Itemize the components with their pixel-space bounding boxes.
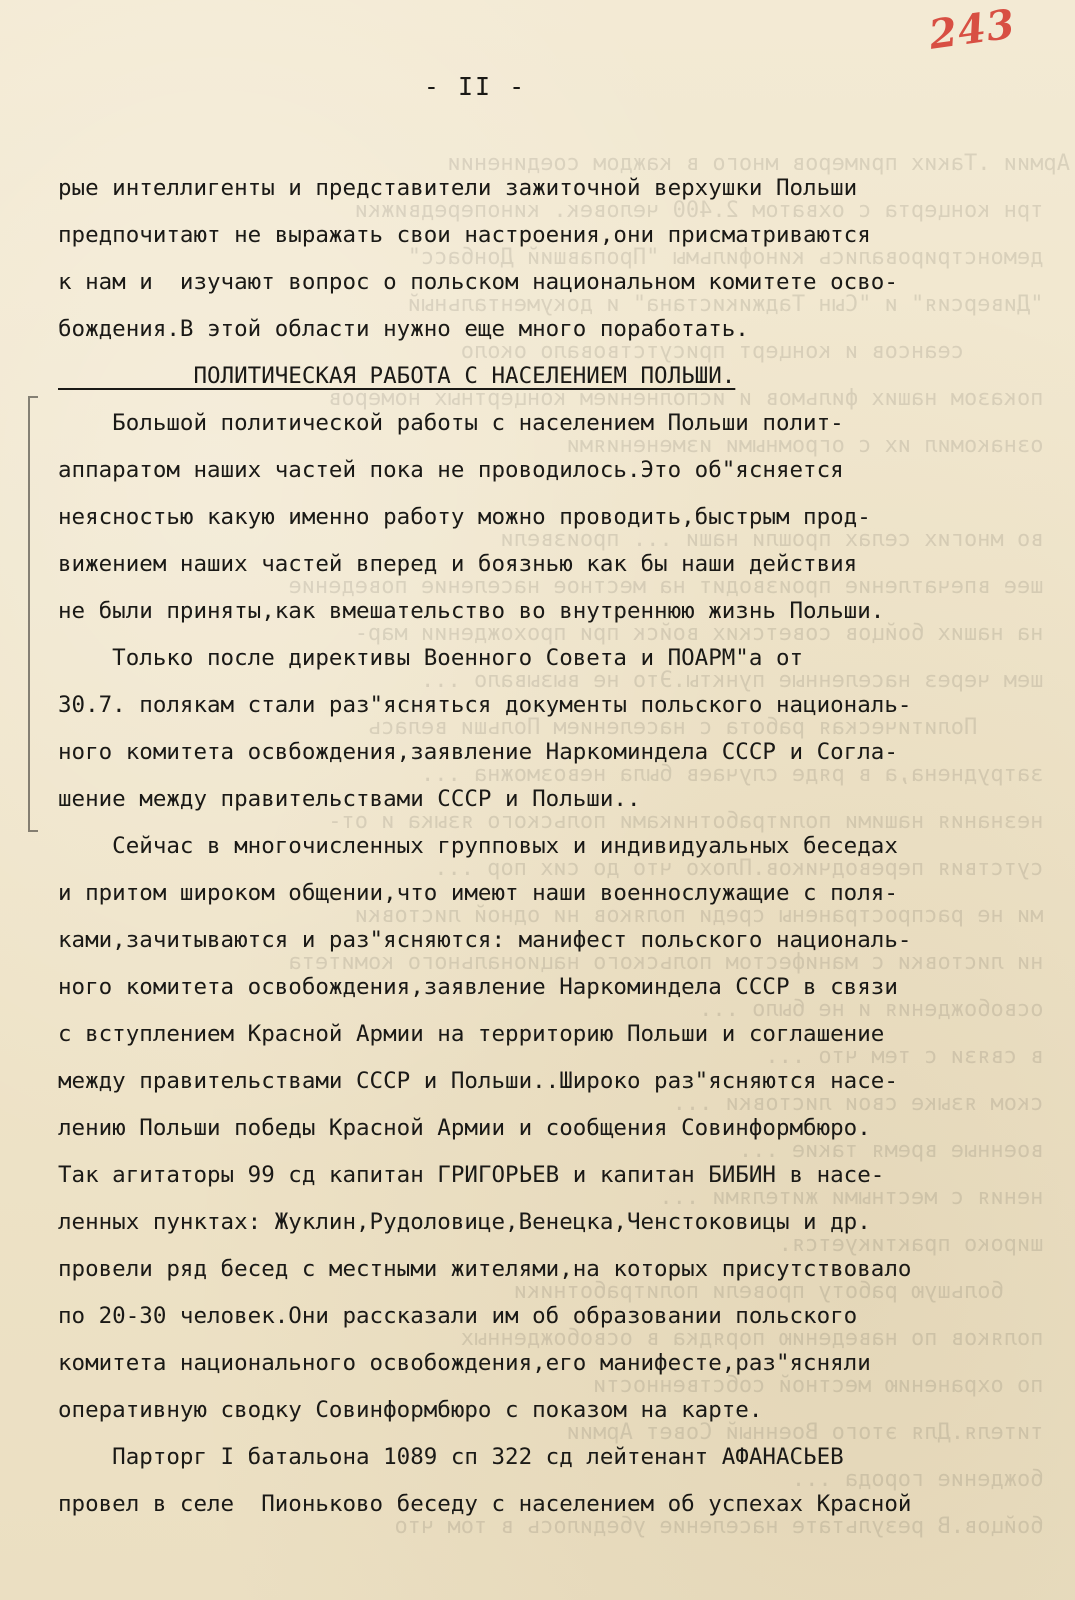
text-line: лению Польши победы Красной Армии и сообщения Совинформбюро. bbox=[58, 1115, 871, 1141]
text-line: комитета национального освобождения,его манифесте,раз"ясняли bbox=[58, 1350, 871, 1376]
text-line: вижением наших частей вперед и боязнью как бы наши действия bbox=[58, 551, 858, 577]
text-line: провели ряд бесед с местными жителями,на которых присутствовало bbox=[58, 1256, 912, 1282]
margin-bracket-mark bbox=[28, 396, 42, 832]
text-line: ного комитета освобождения,заявление Наркоминдела СССР в связи bbox=[58, 974, 898, 1000]
page-number: - II - bbox=[423, 72, 527, 101]
text-line: Только после директивы Военного Совета и ПОАРМ"а от bbox=[58, 645, 804, 671]
archive-page-number: 243 bbox=[925, 0, 1018, 59]
text-line: к нам и изучают вопрос о польском национальном комитете осво- bbox=[58, 269, 898, 295]
text-line: ного комитета освбождения,заявление Наркоминдела СССР и Согла- bbox=[58, 739, 898, 765]
text-line: ками,зачитываются и раз"ясняются: манифест польского националь- bbox=[58, 927, 912, 953]
text-line: оперативную сводку Совинформбюро с показом на карте. bbox=[58, 1397, 763, 1423]
text-line: с вступлением Красной Армии на территорию Польши и соглашение bbox=[58, 1021, 885, 1047]
bleed-through-texture: Армии .Таких примеров много в каждом соединении трн концерта с охватом 2.400 человек. кинопередвижки демонстрировались кинофильмы "Пропавший Донбасс" "Диверсия" и "Сын Таджикистана" и документальный сеансов и концерт присутствовало около показом наших фильмов и исполнением концертных номеров ознакомил их с огромными изменениями во многих селах прошли наши ... произвели шее впечатление производит на местное население поведение на наших бойцов советских войск при прохождении мар- шем через населенные пункты.Это не вызывало ... Политическая работа с населением Польши велась затруднена,а в ряде случаев была невозможна ... незнания нашими политработниками польского языка и от- сутствия переводчиков.Плохо что до сих пор ... ми не распространены среди поляков ни одной листовки ни листовки с манифестом польского национального комитета освобождения и не было ... в связи с тем что ... ском языке свои листовки ... военные время такие ... нения с местными жителями ... широко практикуется. большую работу провели политработники поляков по наведению порядка в освобожденных по охранению местной собственности тителя.Для этого Военный Совет Армии бождение города ... бойцов.В результате население убедилось в том что bbox=[288, 151, 1070, 1539]
document-body bbox=[58, 165, 1068, 1528]
text-line: предпочитают не выражать свои настроения,они присматриваются bbox=[58, 222, 871, 248]
text-line: рые интеллигенты и представители зажиточной верхушки Польши bbox=[58, 175, 858, 201]
text-line: 30.7. полякам стали раз"ясняться документы польского националь- bbox=[58, 692, 912, 718]
text-line: шение между правительствами СССР и Польши.. bbox=[58, 786, 641, 812]
text-line: бождения.В этой области нужно еще много поработать. bbox=[58, 316, 749, 342]
text-line: неясностью какую именно работу можно проводить,быстрым прод- bbox=[58, 504, 871, 530]
text-line: по 20-30 человек.Они рассказали им об образовании польского bbox=[58, 1303, 858, 1329]
text-line: Парторг I батальона 1089 сп 322 сд лейтенант АФАНАСЬЕВ bbox=[58, 1444, 844, 1470]
text-line: не были приняты,как вмешательство во внутреннюю жизнь Польши. bbox=[58, 598, 885, 624]
text-line: Большой политической работы с населением Польши полит- bbox=[58, 410, 844, 436]
text-line: аппаратом наших частей пока не проводилось.Это об"ясняется bbox=[58, 457, 844, 483]
section-heading: ПОЛИТИЧЕСКАЯ РАБОТА С НАСЕЛЕНИЕМ ПОЛЬШИ. bbox=[58, 363, 736, 389]
text-line: Так агитаторы 99 сд капитан ГРИГОРЬЕВ и капитан БИБИН в насе- bbox=[58, 1162, 885, 1188]
text-line: и притом широком общении,что имеют наши военнослужащие с поля- bbox=[58, 880, 898, 906]
text-line: Сейчас в многочисленных групповых и индивидуальных беседах bbox=[58, 833, 898, 859]
text-line: провел в селе Пионьково беседу с населением об успехах Красной bbox=[58, 1491, 912, 1517]
text-line: ленных пунктах: Жуклин,Рудоловице,Венецка,Ченстоковицы и др. bbox=[58, 1209, 871, 1235]
text-line: между правительствами СССР и Польши..Широко раз"ясняются насе- bbox=[58, 1068, 898, 1094]
